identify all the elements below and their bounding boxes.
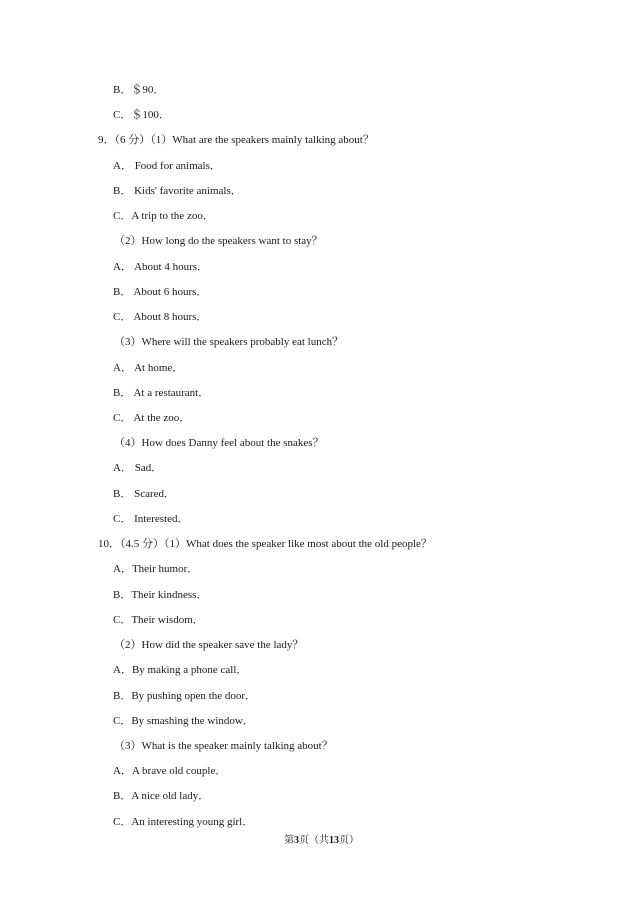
page-footer [0, 831, 643, 846]
footer-prefix: 第 [284, 835, 294, 846]
option-line: B．＄90． [113, 84, 165, 96]
option-line: C． Interested． [113, 513, 189, 525]
option-line: B． Kids' favorite animals． [113, 185, 242, 197]
question-heading: 10．（4.5 分）（1）What does the speaker like most about the old people？ [98, 538, 432, 550]
footer-middle: 页（共 [299, 835, 329, 846]
sub-question: （2）How did the speaker save the lady？ [114, 639, 304, 651]
option-line: B． At a restaurant． [113, 387, 210, 399]
option-line: B． About 6 hours． [113, 286, 208, 298]
option-line: A． Food for animals． [113, 160, 221, 172]
footer-suffix: 页） [339, 835, 359, 846]
sub-question: （2）How long do the speakers want to stay？ [114, 235, 323, 247]
option-line: B．Their kindness． [113, 589, 208, 601]
option-line: A．Their humor． [113, 563, 199, 575]
option-line: C．A trip to the zoo． [113, 210, 214, 222]
option-line: A． At home． [113, 362, 184, 374]
option-line: B． Scared． [113, 488, 176, 500]
option-line: C．An interesting young girl． [113, 816, 254, 828]
option-line: C． At the zoo． [113, 412, 191, 424]
option-line: C．Their wisdom． [113, 614, 204, 626]
footer-page-number: 3 [294, 835, 299, 846]
option-line: C．＄100． [113, 109, 170, 121]
sub-question: （3）Where will the speakers probably eat lunch？ [114, 336, 344, 348]
footer-total-pages: 13 [329, 835, 339, 846]
option-line: A．By making a phone call． [113, 664, 248, 676]
sub-question: （4）How does Danny feel about the snakes？ [114, 437, 324, 449]
option-line: C．By smashing the window． [113, 715, 254, 727]
sub-question: （3）What is the speaker mainly talking about？ [114, 740, 333, 752]
option-line: B．By pushing open the door． [113, 690, 256, 702]
option-line: C． About 8 hours． [113, 311, 208, 323]
option-line: A． About 4 hours． [113, 261, 209, 273]
question-heading: 9．（6 分）（1）What are the speakers mainly talking about？ [98, 134, 374, 146]
option-line: A． Sad． [113, 462, 163, 474]
option-line: B．A nice old lady． [113, 790, 210, 802]
option-line: A．A brave old couple． [113, 765, 227, 777]
